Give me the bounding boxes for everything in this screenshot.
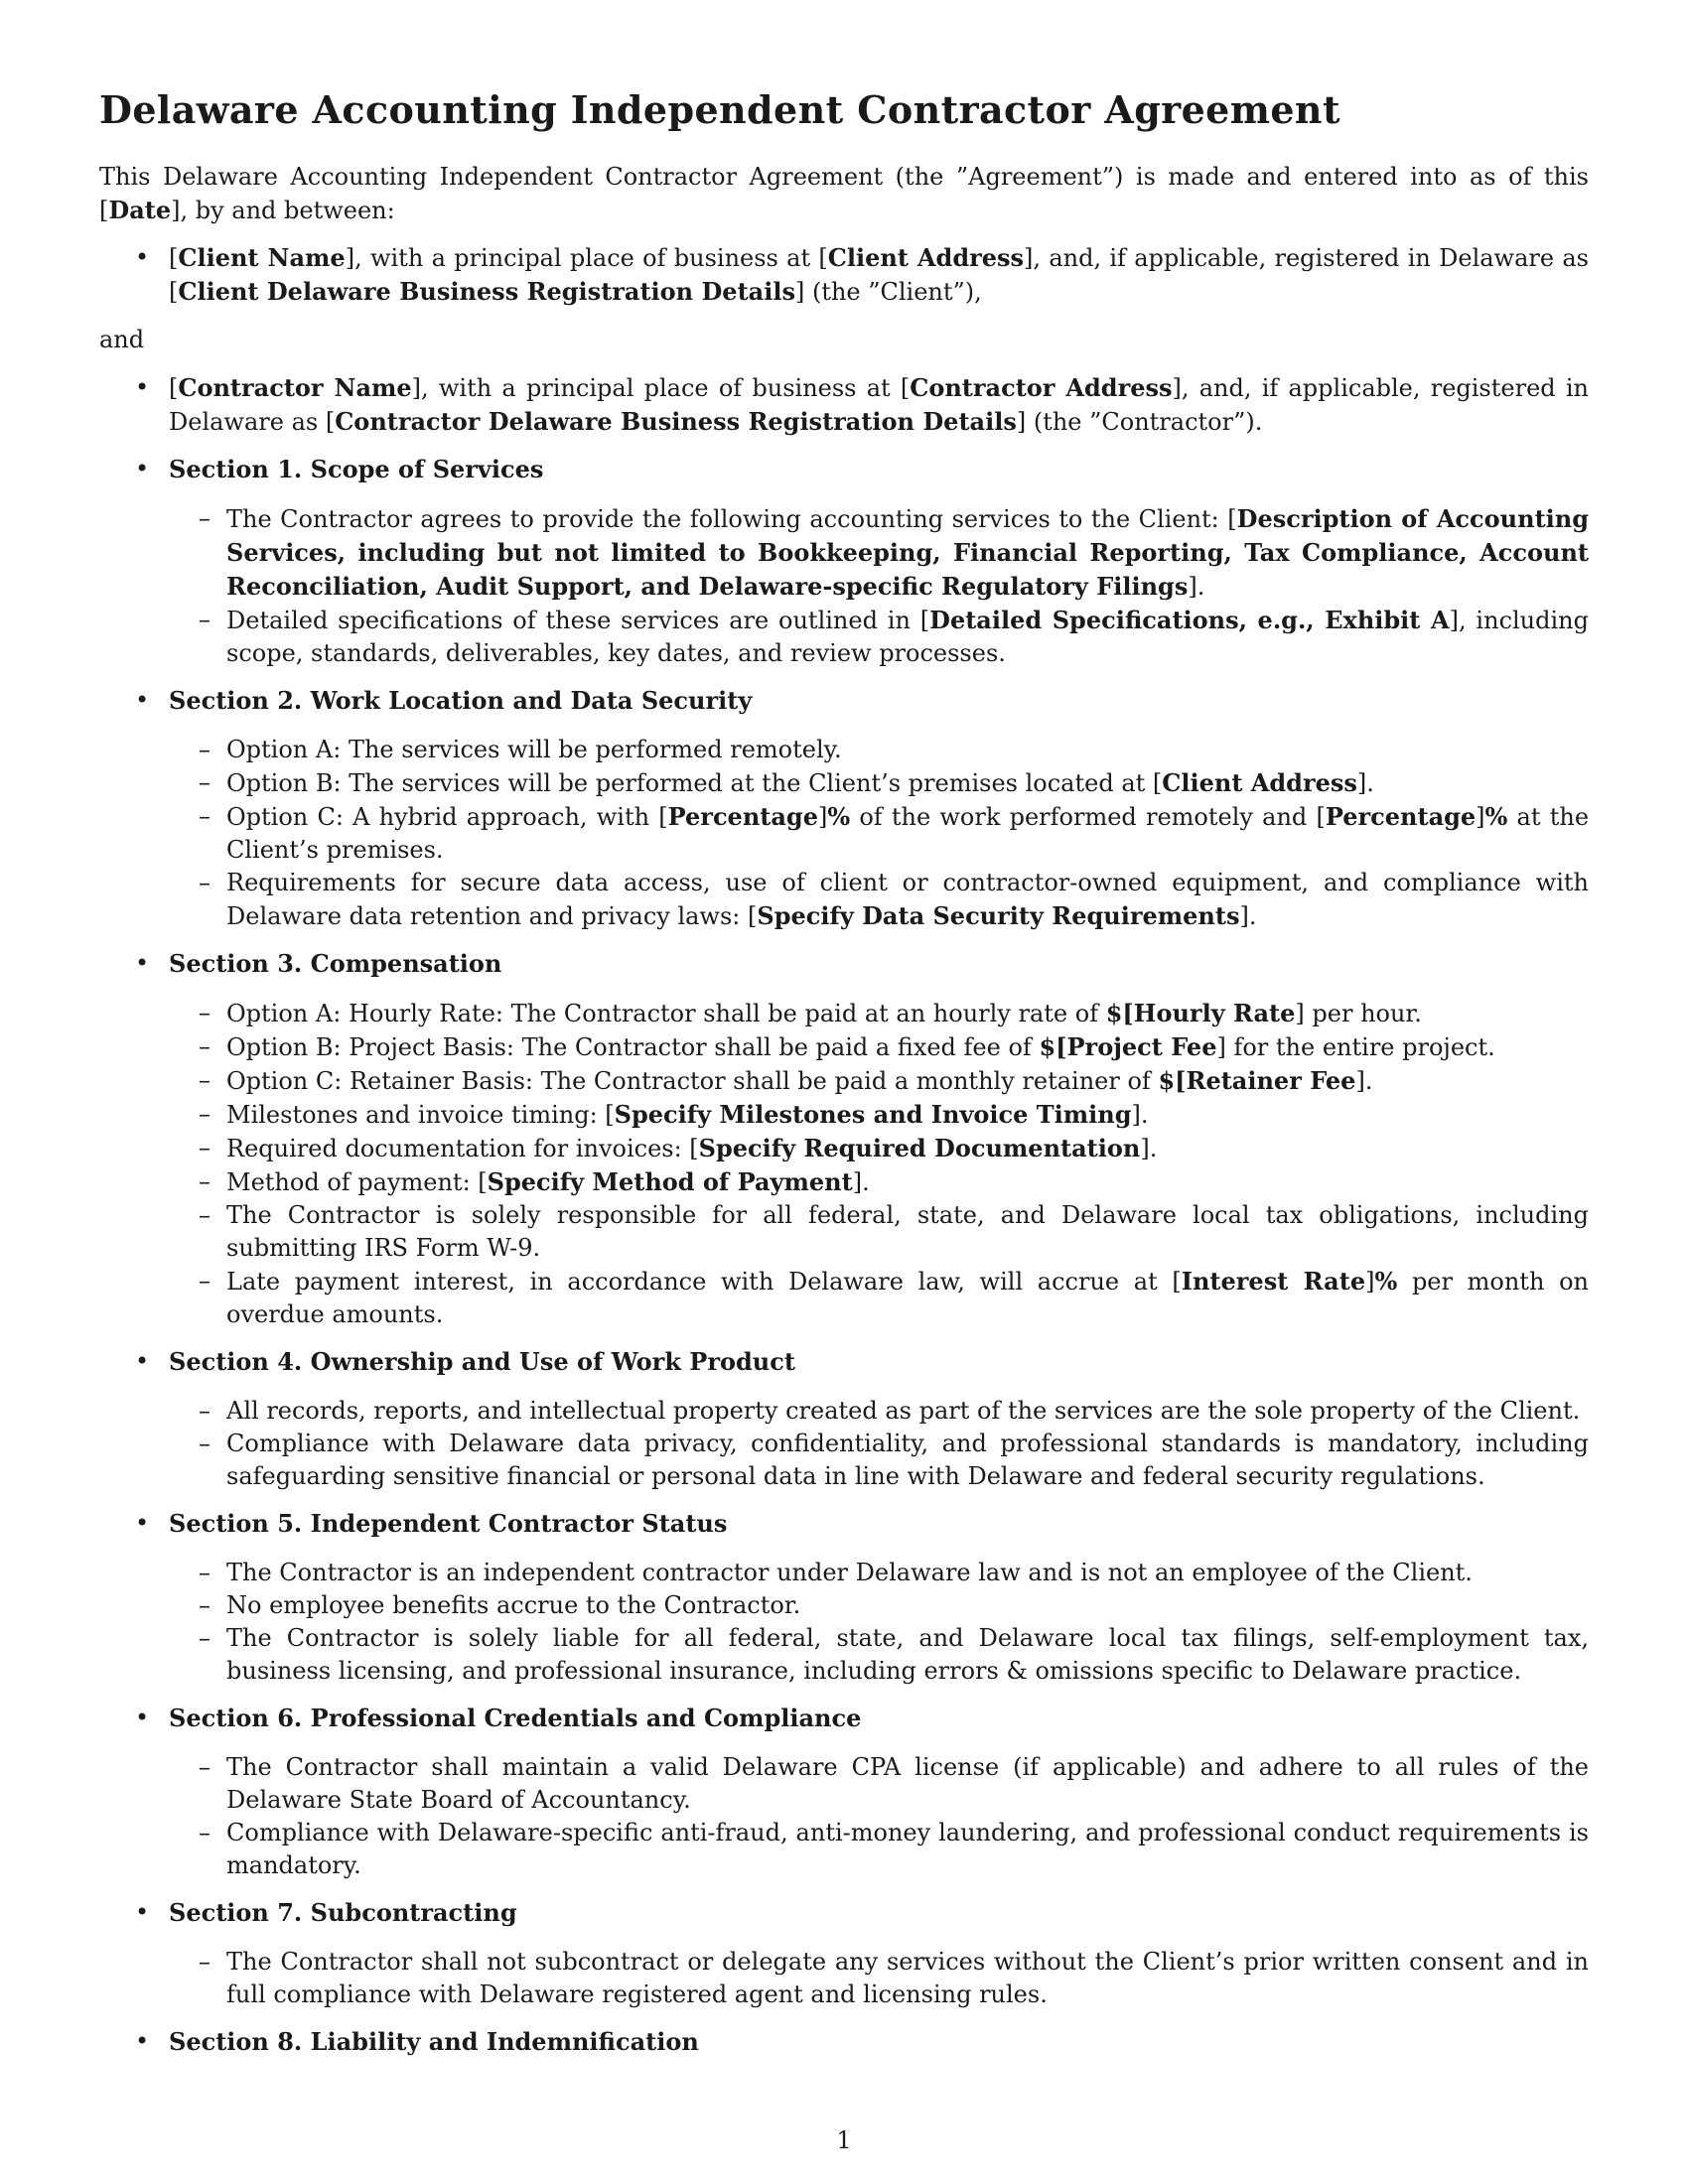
section-heading: • Section 8. Liability and Indemnification	[169, 2027, 699, 2056]
contractor-party-item	[99, 371, 1589, 439]
clause-item	[169, 1199, 1589, 1265]
clause-text: Option A: The services will be performed remotely.	[226, 736, 842, 763]
section-1	[99, 453, 1589, 670]
contractor-and-sections-list	[99, 371, 1589, 2058]
page-number: 1	[836, 2126, 852, 2154]
placeholder-field: Description of Accounting Services, including but not limited to Bookkeeping, Financial Reporting, Tax Compliance, Account Reconciliation, Audit Support, and Delaware-specific Regulatory Filings	[226, 504, 1590, 601]
clause-text: The Contractor is solely responsible for all federal, state, and Delaware local tax obligations, including submitting IRS Form W-9.	[226, 1201, 1589, 1262]
clause-item	[169, 1557, 1589, 1589]
placeholder-field: %	[827, 802, 851, 831]
section-heading: • Section 1. Scope of Services	[169, 455, 544, 483]
clause-text: Method of payment: [	[226, 1168, 488, 1196]
clause-text: The Contractor is an independent contractor under Delaware law and is not an employee of the Client.	[226, 1559, 1473, 1586]
clause-item	[169, 1589, 1589, 1622]
clause-text: The Contractor is solely liable for all federal, state, and Delaware local tax filings, self-employment tax, business licensing, and professional insurance, including errors & omissions specific to Delaware practice.	[226, 1624, 1589, 1685]
clause-text: The Contractor shall not subcontract or delegate any services without the Client’s prior written consent and in full compliance with Delaware registered agent and licensing rules.	[226, 1948, 1589, 2008]
clause-text: No employee benefits accrue to the Contractor.	[226, 1591, 801, 1619]
contractor-address-placeholder: Contractor Address	[910, 373, 1173, 402]
intro-paragraph	[99, 161, 1589, 227]
section-4	[99, 1345, 1589, 1493]
section-5	[99, 1507, 1589, 1688]
client-party-item	[99, 241, 1589, 309]
clause-text: ]	[1365, 1268, 1375, 1296]
section-heading: • Section 2. Work Location and Data Security	[169, 686, 753, 715]
section-3	[99, 947, 1589, 1331]
client-name-placeholder: Client Name	[178, 243, 346, 272]
client-party-text: ], and, if applicable, registered in Delaware as [	[169, 244, 1589, 306]
placeholder-field: $[	[1039, 1032, 1067, 1061]
clause-item	[169, 1622, 1589, 1688]
section-2	[99, 684, 1589, 933]
clause-text: Requirements for secure data access, use of client or contractor-owned equipment, and compliance with Delaware data retention and privacy laws: [	[226, 869, 1589, 930]
client-registration-placeholder: Client Delaware Business Registration Details	[178, 277, 795, 306]
clause-text: All records, reports, and intellectual property created as part of the services are the sole property of the Client.	[226, 1397, 1581, 1425]
placeholder-field: Specify Required Documentation	[698, 1134, 1141, 1162]
section-heading: • Section 6. Professional Credentials and Compliance	[169, 1704, 862, 1732]
clause-text: ].	[1140, 1135, 1158, 1162]
placeholder-field: Project Fee	[1066, 1032, 1217, 1061]
contractor-party-text: ], and, if applicable, registered in Delaware as [	[169, 374, 1589, 436]
placeholder-field: %	[1484, 802, 1508, 831]
placeholder-field: %	[1374, 1267, 1398, 1296]
placeholder-field: Client Address	[1162, 768, 1357, 797]
clause-item	[169, 502, 1589, 604]
contractor-registration-placeholder: Contractor Delaware Business Registration Details	[335, 407, 1017, 436]
clause-text: Detailed specifications of these services are outlined in [	[226, 607, 930, 634]
section-items	[169, 1557, 1589, 1688]
clause-text: Option A: Hourly Rate: The Contractor shall be paid at an hourly rate of	[226, 1000, 1106, 1027]
and-connector: and	[99, 326, 145, 353]
section-heading: • Section 3. Compensation	[169, 949, 502, 978]
clause-text: Milestones and invoice timing: [	[226, 1101, 615, 1129]
section-heading: • Section 7. Subcontracting	[169, 1898, 517, 1927]
clause-text: ].	[1356, 769, 1374, 797]
section-items	[169, 1751, 1589, 1882]
clause-item	[169, 1265, 1589, 1331]
clause-item	[169, 1098, 1589, 1132]
section-8	[99, 2025, 1589, 2058]
contractor-name-placeholder: Contractor Name	[178, 373, 412, 402]
clause-text: Option B: Project Basis: The Contractor shall be paid a fixed fee of	[226, 1033, 1040, 1061]
clause-item	[169, 1946, 1589, 2011]
clause-item	[169, 1395, 1589, 1428]
clause-text: The Contractor shall maintain a valid Delaware CPA license (if applicable) and adhere to all rules of the Delaware State Board of Accountancy.	[226, 1753, 1589, 1814]
placeholder-field: $[	[1105, 999, 1134, 1027]
clause-item	[169, 867, 1589, 933]
placeholder-field: Percentage	[667, 802, 818, 831]
placeholder-field: Hourly Rate	[1133, 999, 1296, 1027]
date-placeholder: Date	[108, 196, 172, 224]
clause-item	[169, 1064, 1589, 1098]
clause-item	[169, 1428, 1589, 1493]
placeholder-field: Percentage	[1325, 802, 1477, 831]
clause-item	[169, 604, 1589, 670]
section-6	[99, 1702, 1589, 1882]
clause-text: Compliance with Delaware-specific anti-fraud, anti-money laundering, and professional conduct requirements is mandatory.	[226, 1819, 1589, 1879]
placeholder-field: Interest Rate	[1181, 1267, 1366, 1296]
clause-text: ] for the entire project.	[1216, 1033, 1495, 1061]
section-items	[169, 1946, 1589, 2011]
section-heading: • Section 5. Independent Contractor Status	[169, 1509, 728, 1538]
clause-text: at the Client’s premises.	[226, 803, 1590, 864]
clause-text: ].	[1239, 902, 1257, 930]
clause-text: The Contractor agrees to provide the following accounting services to the Client: [	[226, 505, 1237, 533]
document-page	[99, 0, 1589, 2184]
section-items	[169, 502, 1589, 670]
client-party-list	[99, 241, 1589, 309]
intro-text: This Delaware Accounting Independent Contractor Agreement (the ”Agreement”) is made and entered into as of this [	[99, 163, 1589, 224]
clause-text: ].	[1188, 573, 1205, 601]
clause-item	[169, 800, 1589, 867]
clause-item	[169, 1817, 1589, 1882]
clause-item	[169, 1165, 1589, 1199]
clause-text: ].	[1131, 1101, 1149, 1129]
contractor-party-text: ] (the ”Contractor”).	[1016, 408, 1263, 436]
clause-item	[169, 766, 1589, 800]
contractor-party-text: ], with a principal place of business at [	[411, 374, 911, 402]
clause-text: of the work performed remotely and [	[850, 803, 1326, 831]
clause-text: Late payment interest, in accordance with Delaware law, will accrue at [	[226, 1268, 1182, 1296]
placeholder-field: Retainer Fee	[1186, 1066, 1356, 1095]
placeholder-field: Detailed Specifications, e.g., Exhibit A	[929, 606, 1450, 634]
document-title: Delaware Accounting Independent Contractor Agreement	[99, 87, 1340, 132]
client-party-text: ] (the ”Client”),	[794, 278, 982, 306]
clause-text: ]	[817, 803, 828, 831]
client-party-text: ], with a principal place of business at [	[345, 244, 828, 272]
clause-item	[169, 1751, 1589, 1817]
intro-text-end: ], by and between:	[171, 197, 395, 224]
section-items	[169, 997, 1589, 1331]
bracket-open: [	[169, 374, 179, 402]
section-heading: • Section 4. Ownership and Use of Work Product	[169, 1347, 795, 1376]
clause-text: Option C: A hybrid approach, with [	[226, 803, 668, 831]
clause-item	[169, 1132, 1589, 1165]
clause-item	[169, 734, 1589, 766]
section-7	[99, 1896, 1589, 2011]
clause-text: Option B: The services will be performed at the Client’s premises located at [	[226, 769, 1163, 797]
clause-text: ].	[852, 1168, 870, 1196]
client-address-placeholder: Client Address	[827, 243, 1025, 272]
section-items	[169, 1395, 1589, 1493]
clause-item	[169, 1030, 1589, 1064]
clause-text: per month on overdue amounts.	[226, 1268, 1589, 1328]
clause-text: Required documentation for invoices: [	[226, 1135, 699, 1162]
clause-text: ], including scope, standards, deliverables, key dates, and review processes.	[226, 607, 1589, 667]
clause-text: ]	[1476, 803, 1485, 831]
placeholder-field: Specify Data Security Requirements	[757, 901, 1240, 930]
placeholder-field: Specify Method of Payment	[487, 1167, 853, 1196]
clause-item	[169, 997, 1589, 1030]
placeholder-field: $[	[1158, 1066, 1187, 1095]
clause-text: ] per hour.	[1295, 1000, 1422, 1027]
clause-text: Compliance with Delaware data privacy, confidentiality, and professional standards is mandatory, including safeguarding sensitive financial or personal data in line with Delaware and federal security regulations.	[226, 1430, 1589, 1490]
bracket-open: [	[169, 244, 179, 272]
placeholder-field: Specify Milestones and Invoice Timing	[614, 1100, 1132, 1129]
clause-text: Option C: Retainer Basis: The Contractor shall be paid a monthly retainer of	[226, 1067, 1159, 1095]
section-items	[169, 734, 1589, 933]
clause-text: ].	[1355, 1067, 1373, 1095]
